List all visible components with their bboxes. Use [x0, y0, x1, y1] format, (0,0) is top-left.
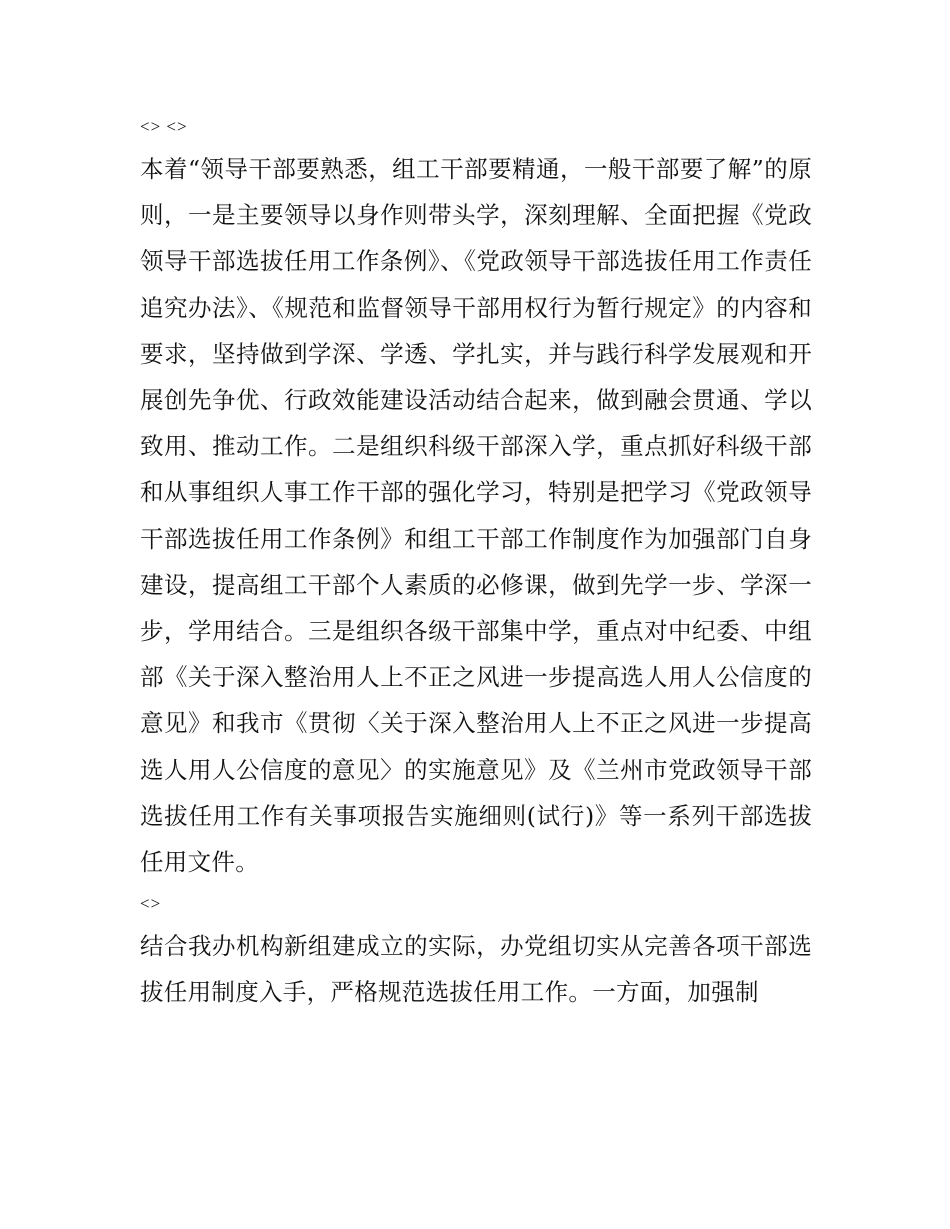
paragraph-study-principles: 本着“领导干部要熟悉，组工干部要精通，一般干部要了解”的原则，一是主要领导以身作则带头学，深刻理解、全面把握《党政领导干部选拔任用工作条例》、《党政领导干部选拔任用工作责任追究办法》、《规范和监督领导干部用权行为暂行规定》的内容和要求，坚持做到学深、学透、学扎实，并与践行科学发展观和开展创先争优、行政效能建设活动结合起来，做到融会贯通、学以致用、推动工作。二是组织科级干部深入学，重点抓好科级干部和从事组织人事工作干部的强化学习，特别是把学习《党政领导干部选拔任用工作条例》和组工干部工作制度作为加强部门自身建设，提高组工干部个人素质的必修课，做到先学一步、学深一步，学用结合。三是组织各级干部集中学，重点对中纪委、中组部《关于深入整治用人上不正之风进一步提高选人用人公信度的意见》和我市《贯彻〈关于深入整治用人上不正之风进一步提高选人用人公信度的意见〉的实施意见》及《兰州市党政领导干部选拔任用工作有关事项报告实施细则(试行)》等一系列干部选拔任用文件。 [140, 155, 812, 877]
section-marker-middle: <> [140, 894, 162, 914]
paragraph-selection-system: 结合我办机构新组建成立的实际，办党组切实从完善各项干部选拔任用制度入手，严格规范选拔任用工作。一方面，加强制 [140, 932, 812, 1007]
section-marker-top: <> <> [140, 117, 188, 136]
document-body [140, 108, 812, 1016]
